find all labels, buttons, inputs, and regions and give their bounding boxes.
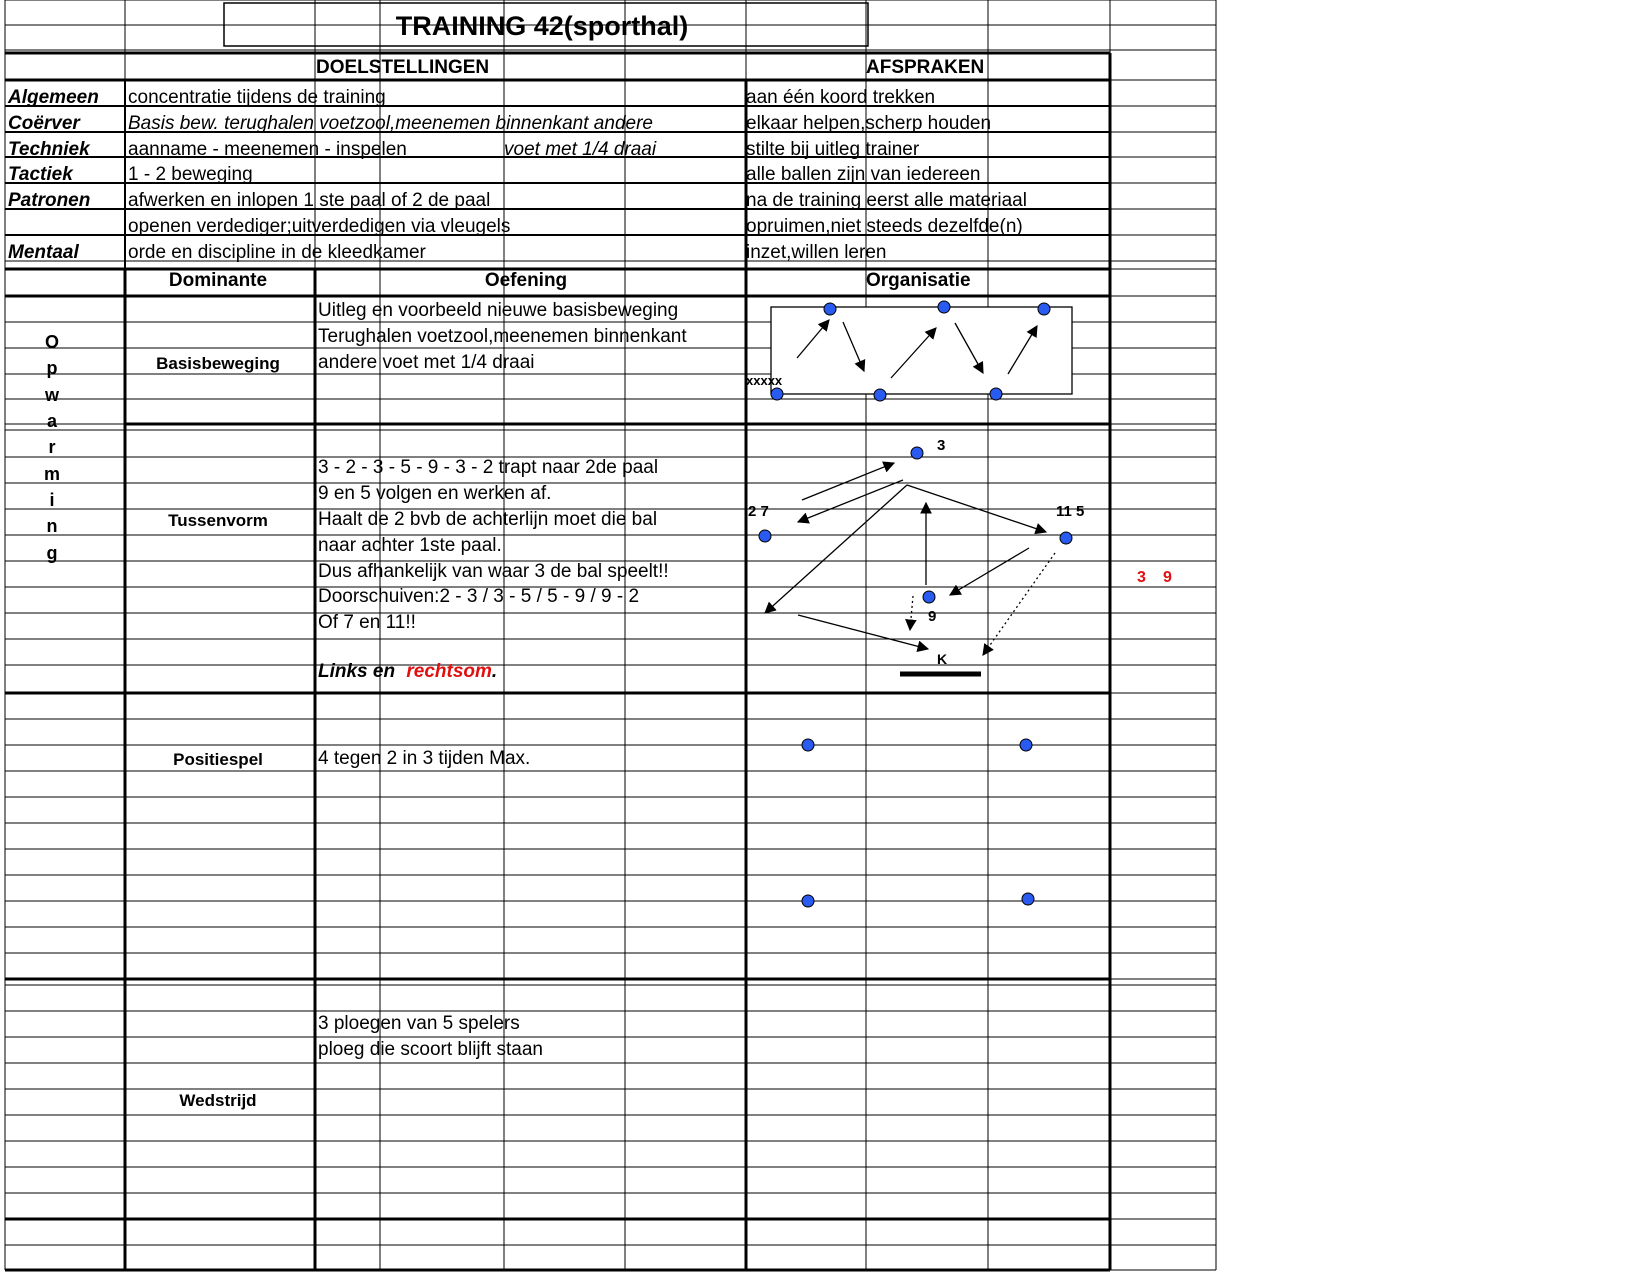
player-dot [1038, 303, 1050, 315]
dominante-basisbeweging: Basisbeweging [156, 354, 280, 373]
tussen-line-5: Dus afhankelijk van waar 3 de bal speelt!! [318, 561, 669, 582]
player-3-dot [911, 447, 923, 459]
wedstrijd-line-2: ploeg die scoort blijft staan [318, 1039, 543, 1060]
dominante-tussenvorm: Tussenvorm [168, 511, 268, 530]
tussen-line-7: Of 7 en 11!! [318, 612, 416, 633]
afspraak-7: inzet,willen leren [746, 242, 887, 263]
player-dot [802, 895, 814, 907]
direction-links: Links en [318, 661, 396, 682]
tussen-line-4: naar achter 1ste paal. [318, 535, 502, 556]
goal-label-patronen: Patronen [8, 190, 91, 211]
goal-text-mentaal: orde en discipline in de kleedkamer [128, 242, 426, 263]
afspraak-3: stilte bij uitleg trainer [746, 139, 920, 160]
player-dot [1022, 893, 1034, 905]
opwarming-letter: g [46, 543, 58, 563]
tussen-arrow [765, 485, 907, 613]
direction-rechtsom: rechtsom [406, 661, 492, 682]
positie-line-1: 4 tegen 2 in 3 tijden Max. [318, 748, 531, 769]
goal-label-tactiek: Tactiek [8, 164, 73, 185]
player-dot [938, 301, 950, 313]
direction-dot: . [491, 661, 498, 682]
basis-line-1: Uitleg en voorbeeld nieuwe basisbeweging [318, 300, 679, 321]
tussen-arrow [802, 463, 894, 500]
header-organisatie: Organisatie [866, 270, 971, 291]
wedstrijd-line-1: 3 ploegen van 5 spelers [318, 1013, 520, 1034]
goal-text-algemeen: concentratie tijdens de training [128, 87, 386, 108]
dominante-wedstrijd: Wedstrijd [179, 1091, 257, 1110]
diagram-label-xxxxx: xxxxx [746, 373, 783, 388]
basis-diagram-field [771, 307, 1072, 394]
player-9-dot [923, 591, 935, 603]
opwarming-letter: r [48, 437, 56, 457]
player-dot [1020, 739, 1032, 751]
header-dominante: Dominante [168, 270, 268, 291]
basis-line-3: andere voet met 1/4 draai [318, 352, 535, 373]
diagram-label-k: K [937, 651, 948, 667]
tussen-direction [318, 660, 497, 684]
tussen-line-3: Haalt de 2 bvb de achterlijn moet die bal [318, 509, 658, 530]
diagram-label-2-7: 2 7 [748, 503, 769, 520]
player-dot [802, 739, 814, 751]
opwarming-letter: w [44, 385, 59, 405]
goal-text-patronen: afwerken en inlopen 1 ste paal of 2 de paal [128, 190, 491, 211]
goal-text-techniek: aanname - meenemen - inspelen [128, 139, 407, 160]
side-note-3: 3 [1137, 569, 1146, 586]
tussen-line-1: 3 - 2 - 3 - 5 - 9 - 3 - 2 trapt naar 2de paal [318, 457, 659, 478]
goal-label-coerver: Coërver [8, 113, 80, 134]
header-oefening: Oefening [484, 270, 568, 291]
page-title: TRAINING 42(sporthal) [395, 11, 689, 41]
tussen-line-2: 9 en 5 volgen en werken af. [318, 483, 552, 504]
opwarming-letter: i [49, 490, 55, 510]
opwarming-letter: O [44, 332, 59, 352]
tussen-line-6: Doorschuiven:2 - 3 / 3 - 5 / 5 - 9 / 9 - 2 [318, 586, 640, 607]
goal-text-patronen-2: openen verdediger;uitverdedigen via vleugels [128, 216, 511, 237]
goal-label-techniek: Techniek [8, 139, 90, 160]
goal-extra-techniek: voet met 1/4 draai [504, 139, 657, 160]
goal-label-algemeen: Algemeen [8, 87, 99, 108]
header-afspraken: AFSPRAKEN [866, 57, 985, 78]
opwarming-letter: p [46, 358, 58, 378]
afspraak-2: elkaar helpen,scherp houden [746, 113, 992, 134]
afspraak-4: alle ballen zijn van iedereen [746, 164, 981, 185]
side-note-9: 9 [1163, 569, 1172, 586]
player-11-5-dot [1060, 532, 1072, 544]
player-dot [824, 303, 836, 315]
tussen-arrow [798, 615, 928, 649]
player-dot [874, 389, 886, 401]
tussen-arrow [950, 548, 1029, 595]
diagram-label-9: 9 [928, 608, 937, 625]
afspraak-1: aan één koord trekken [746, 87, 936, 108]
header-doelstellingen: DOELSTELLINGEN [316, 57, 490, 78]
opwarming-letter: m [43, 464, 60, 484]
tussen-arrow [798, 480, 903, 522]
player-2-7-dot [759, 530, 771, 542]
goal-label-mentaal: Mentaal [8, 242, 79, 263]
afspraak-5: na de training eerst alle materiaal [746, 190, 1027, 211]
opwarming-letter: n [46, 516, 58, 536]
basis-line-2: Terughalen voetzool,meenemen binnenkant [318, 326, 687, 347]
goal-text-tactiek: 1 - 2 beweging [128, 164, 253, 185]
diagram-label-11-5: 11 5 [1056, 503, 1085, 520]
diagram-label-3: 3 [937, 437, 946, 454]
goal-text-coerver: Basis bew. terughalen voetzool,meenemen binnenkant andere [128, 113, 653, 134]
opwarming-letter: a [46, 411, 57, 431]
player-dot [990, 388, 1002, 400]
dominante-positiespel: Positiespel [173, 750, 263, 769]
afspraak-6: opruimen,niet steeds dezelfde(n) [746, 216, 1023, 237]
player-dot [771, 388, 783, 400]
